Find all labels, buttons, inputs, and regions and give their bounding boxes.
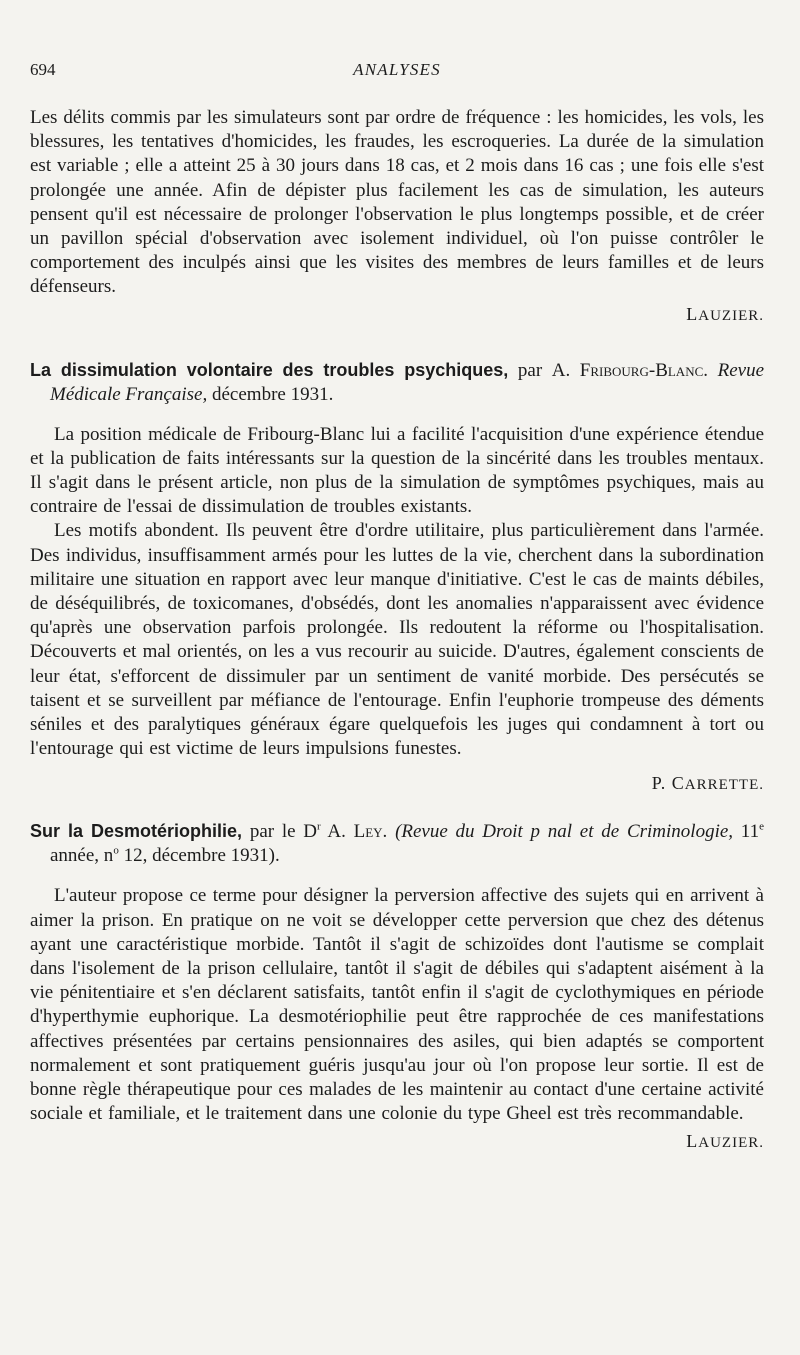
article-source: Revue Médicale Française, — [50, 359, 765, 405]
review-signature: P. CARRETTE. — [651, 773, 764, 794]
review-paragraph: Les motifs abondent. Ils peuvent être d'ordre utilitaire, plus particulièrement dans l'armée. Des individus, insuffisamment armés pour les luttes de la vie, cherchent dans la subordination militaire une situation en rapport avec leur manque d'initiative. C'est le cas de maints débiles, de déséquilibrés, de toxicomanes, d'obsédés, dont les anomalies n'apparaissent avec évidence qu'après une observation parfois prolongée. Ils redoutent la réforme ou l'hospitalisation. Découverts et mal orientés, on les a vus recourir au suicide. D'autres, également conscients de leur état, s'efforcent de dissimuler par un sentiment de vanité morbide. Des persécutés se taisent et se surveillent par méfiance de l'entourage. Enfin l'euphorie trompeuse des déments séniles et des paralytiques généraux égare quelquefois les juges qui condamnent à tort ou l'entourage qui est victime de leurs impulsions funestes. — [30, 520, 764, 760]
article-title: La dissimulation volontaire des troubles psychiques, — [30, 359, 509, 380]
article-title: Sur la Desmotériophilie, — [30, 821, 243, 842]
review-desmoteriophilie — [30, 819, 764, 1154]
page-number: 694 — [30, 60, 56, 79]
article-date: décembre 1931. — [207, 383, 334, 405]
review-title: Sur la Desmotériophilie, par le $D^r$ A. Ley. (Revue du Droit p nal et de Criminologie, 11e année, $n^o$ 12, décembre 1931). — [30, 821, 764, 867]
review-continuation — [30, 106, 764, 328]
running-title: ANALYSES — [353, 60, 441, 79]
article-date: 12, décembre 1931). — [118, 845, 280, 867]
article-author: A. Ley. — [320, 821, 388, 843]
review-signature: LAUZIER. — [686, 303, 764, 324]
review-paragraph: Les délits commis par les simulateurs sont par ordre de fréquence : les homicides, les vols, les blessures, les tentatives d'homicides, les fraudes, les escroqueries. La durée de la simulation est variable ; elle a atteint 25 à 30 jours dans 18 cas, et 2 mois dans 16 cas ; une fois elle s'est prolongée une année. Afin de dépister plus facilement les cas de simulation, les auteurs pensent qu'il est nécessaire de prolonger l'observation le plus longtemps possible, et de créer un pavillon spécial d'observation avec isolement individuel, où l'on puisse contrôler le comportement des inculpés ainsi que les visites des membres de leurs familles et de leurs défenseurs. — [30, 107, 764, 298]
review-paragraph: La position médicale de Fribourg-Blanc lui a facilité l'acquisition d'une expérience étendue et la publication de faits intéressants sur la question de la sincérité dans les troubles mentaux. Il s'agit dans le présent article, non plus de la simulation de symptômes psychiques, mais au contraire de l'essai de dissimulation de troubles existants. — [30, 423, 764, 518]
review-dissimulation — [30, 358, 764, 798]
review-paragraph: L'auteur propose ce terme pour désigner la perversion affective des sujets qui en arrivent à aimer la prison. En pratique on ne voit se développer cette perversion que chez des détenus ayant une caractéristique morbide. Tantôt il s'agit de schizoïdes dont l'autisme se complait dans l'isolement de la prison cellulaire, tantôt il s'agit de débiles qui s'adaptent aisément à la vie pénitentiaire et s'en déclarent satisfaits, tantôt enfin il s'agit de cyclothymiques en période d'hyperthymie euphorique. La desmotériophilie peut être rapprochée de ces manifestations affectives présentées par certains pensionnaires des asiles, qui bien adaptés se comportent normalement et sont pratiquement guéris jusqu'au jour où l'on propose leur sortie. Il est de bonne règle thérapeutique pour ces malades de les maintenir au contact d'une certaine activité sociale et familiale, et le traitement dans une colonie du type Gheel est très recommandable. — [30, 885, 764, 1125]
review-title: La dissimulation volontaire des troubles psychiques, par A. Fribourg-Blanc. Revue Médicale Française, décembre 1931. — [30, 359, 765, 405]
article-author: A. Fribourg-Blanc. — [551, 359, 709, 381]
review-signature: LAUZIER. — [686, 1130, 764, 1151]
article-source: (Revue du Droit p nal et de Criminologie, — [387, 821, 734, 843]
page-header — [30, 60, 764, 90]
